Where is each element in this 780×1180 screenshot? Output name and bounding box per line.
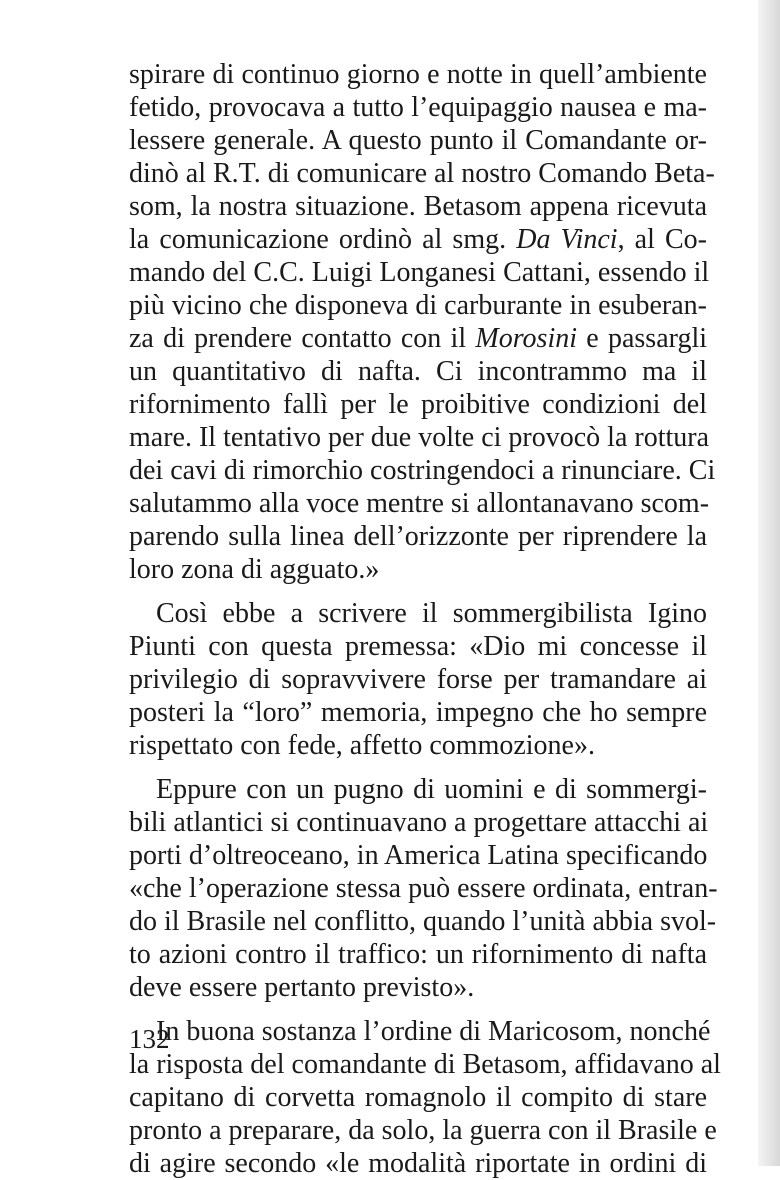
text-line: [129, 388, 707, 421]
text-line: [129, 520, 707, 553]
text-run: mare. Il tentativo per due volte ci provocò la rottura: [129, 422, 710, 453]
text-run: dei cavi di rimorchio costringendoci a rinunciare. Ci: [129, 455, 716, 486]
text-run: fetido, provocava a tutto l’equipaggio nausea e ma-: [129, 92, 707, 123]
text-run: spirare di continuo giorno e notte in quell’ambiente: [129, 59, 707, 90]
text-run: , al Co-: [617, 224, 707, 255]
text-line: [129, 124, 707, 157]
text-line: [129, 256, 710, 289]
text-line: [129, 1015, 711, 1048]
text-line: [129, 938, 707, 971]
text-run: do il Brasile nel conflitto, quando l’unità abbia svol-: [129, 906, 717, 937]
text-line: [129, 696, 707, 729]
text-run: za di prendere contatto con il: [129, 323, 476, 354]
text-run: to azioni contro il traffico: un rifornimento di nafta: [129, 939, 707, 970]
text-run: rifornimento fallì per le proibitive condizioni del: [129, 389, 707, 420]
text-line: [129, 597, 707, 630]
paragraph-gap: [129, 586, 707, 597]
paragraph-gap: [129, 762, 707, 773]
page-edge-shadow: [758, 0, 780, 1166]
text-line: [129, 322, 707, 355]
text-line: [129, 839, 707, 872]
text-line: [129, 1147, 707, 1180]
text-run: capitano di corvetta romagnolo il compito di stare: [129, 1082, 707, 1113]
text-run: rispettato con fede, affetto commozione».: [129, 730, 595, 761]
text-run: e passargli: [577, 323, 708, 354]
text-line: [129, 1081, 707, 1114]
text-run: In buona sostanza l’ordine di Maricosom, nonché: [156, 1016, 711, 1047]
text-run: Piunti con questa premessa: «Dio mi concesse il: [129, 631, 707, 662]
text-run: porti d’oltreoceano, in America Latina specificando: [129, 840, 708, 871]
text-line: [129, 1114, 717, 1147]
body-text: [129, 58, 721, 1180]
text-line: [129, 663, 707, 696]
text-line: [129, 729, 707, 762]
text-run: privilegio di sopravvivere forse per tramandare ai: [129, 664, 707, 695]
text-run: un quantitativo di nafta. Ci incontrammo ma il: [129, 356, 707, 387]
italic-text: Da Vinci: [516, 224, 618, 255]
text-run: deve essere pertanto previsto».: [129, 972, 475, 1003]
text-line: [129, 91, 707, 124]
text-line: [129, 773, 707, 806]
text-line: [129, 454, 716, 487]
text-line: [129, 58, 707, 91]
text-run: loro zona di agguato.»: [129, 554, 380, 585]
text-line: [129, 223, 707, 256]
page-number: 132: [129, 1024, 170, 1054]
paragraph: [129, 58, 716, 586]
paragraph: [129, 1015, 721, 1180]
text-line: [129, 872, 718, 905]
italic-text: Morosini: [475, 323, 578, 354]
text-run: la risposta del comandante di Betasom, affidavano al: [129, 1049, 721, 1080]
text-line: [129, 553, 707, 586]
paragraph: [129, 597, 707, 762]
text-run: posteri la “loro” memoria, impegno che ho sempre: [129, 697, 707, 728]
text-run: som, la nostra situazione. Betasom appena ricevuta: [129, 191, 707, 222]
text-run: di agire secondo «le modalità riportate in ordini di: [129, 1148, 707, 1179]
text-line: [129, 421, 710, 454]
text-line: [129, 157, 715, 190]
text-line: [129, 1048, 721, 1081]
text-line: [129, 487, 710, 520]
paragraph: [129, 773, 718, 1004]
text-run: parendo sulla linea dell’orizzonte per riprendere la: [129, 521, 707, 552]
text-run: «che l’operazione stessa può essere ordinata, entran-: [129, 873, 718, 904]
text-run: bili atlantici si continuavano a progettare attacchi ai: [129, 807, 709, 838]
text-run: Eppure con un pugno di uomini e di sommergi-: [156, 774, 707, 805]
text-run: Così ebbe a scrivere il sommergibilista Igino: [156, 598, 707, 629]
text-line: [129, 630, 707, 663]
text-line: [129, 289, 707, 322]
text-run: dinò al R.T. di comunicare al nostro Comando Beta-: [129, 158, 715, 189]
text-line: [129, 971, 707, 1004]
text-run: pronto a preparare, da solo, la guerra con il Brasile e: [129, 1115, 717, 1146]
text-line: [129, 355, 707, 388]
text-line: [129, 806, 707, 839]
text-line: [129, 905, 717, 938]
text-run: mando del C.C. Luigi Longanesi Cattani, essendo il: [129, 257, 710, 288]
paragraph-gap: [129, 1004, 707, 1015]
text-run: lessere generale. A questo punto il Comandante or-: [129, 125, 707, 156]
text-line: [129, 190, 707, 223]
text-run: salutammo alla voce mentre si allontanavano scom-: [129, 488, 710, 519]
text-run: la comunicazione ordinò al smg.: [129, 224, 517, 255]
text-run: più vicino che disponeva di carburante in esuberan-: [129, 290, 707, 321]
